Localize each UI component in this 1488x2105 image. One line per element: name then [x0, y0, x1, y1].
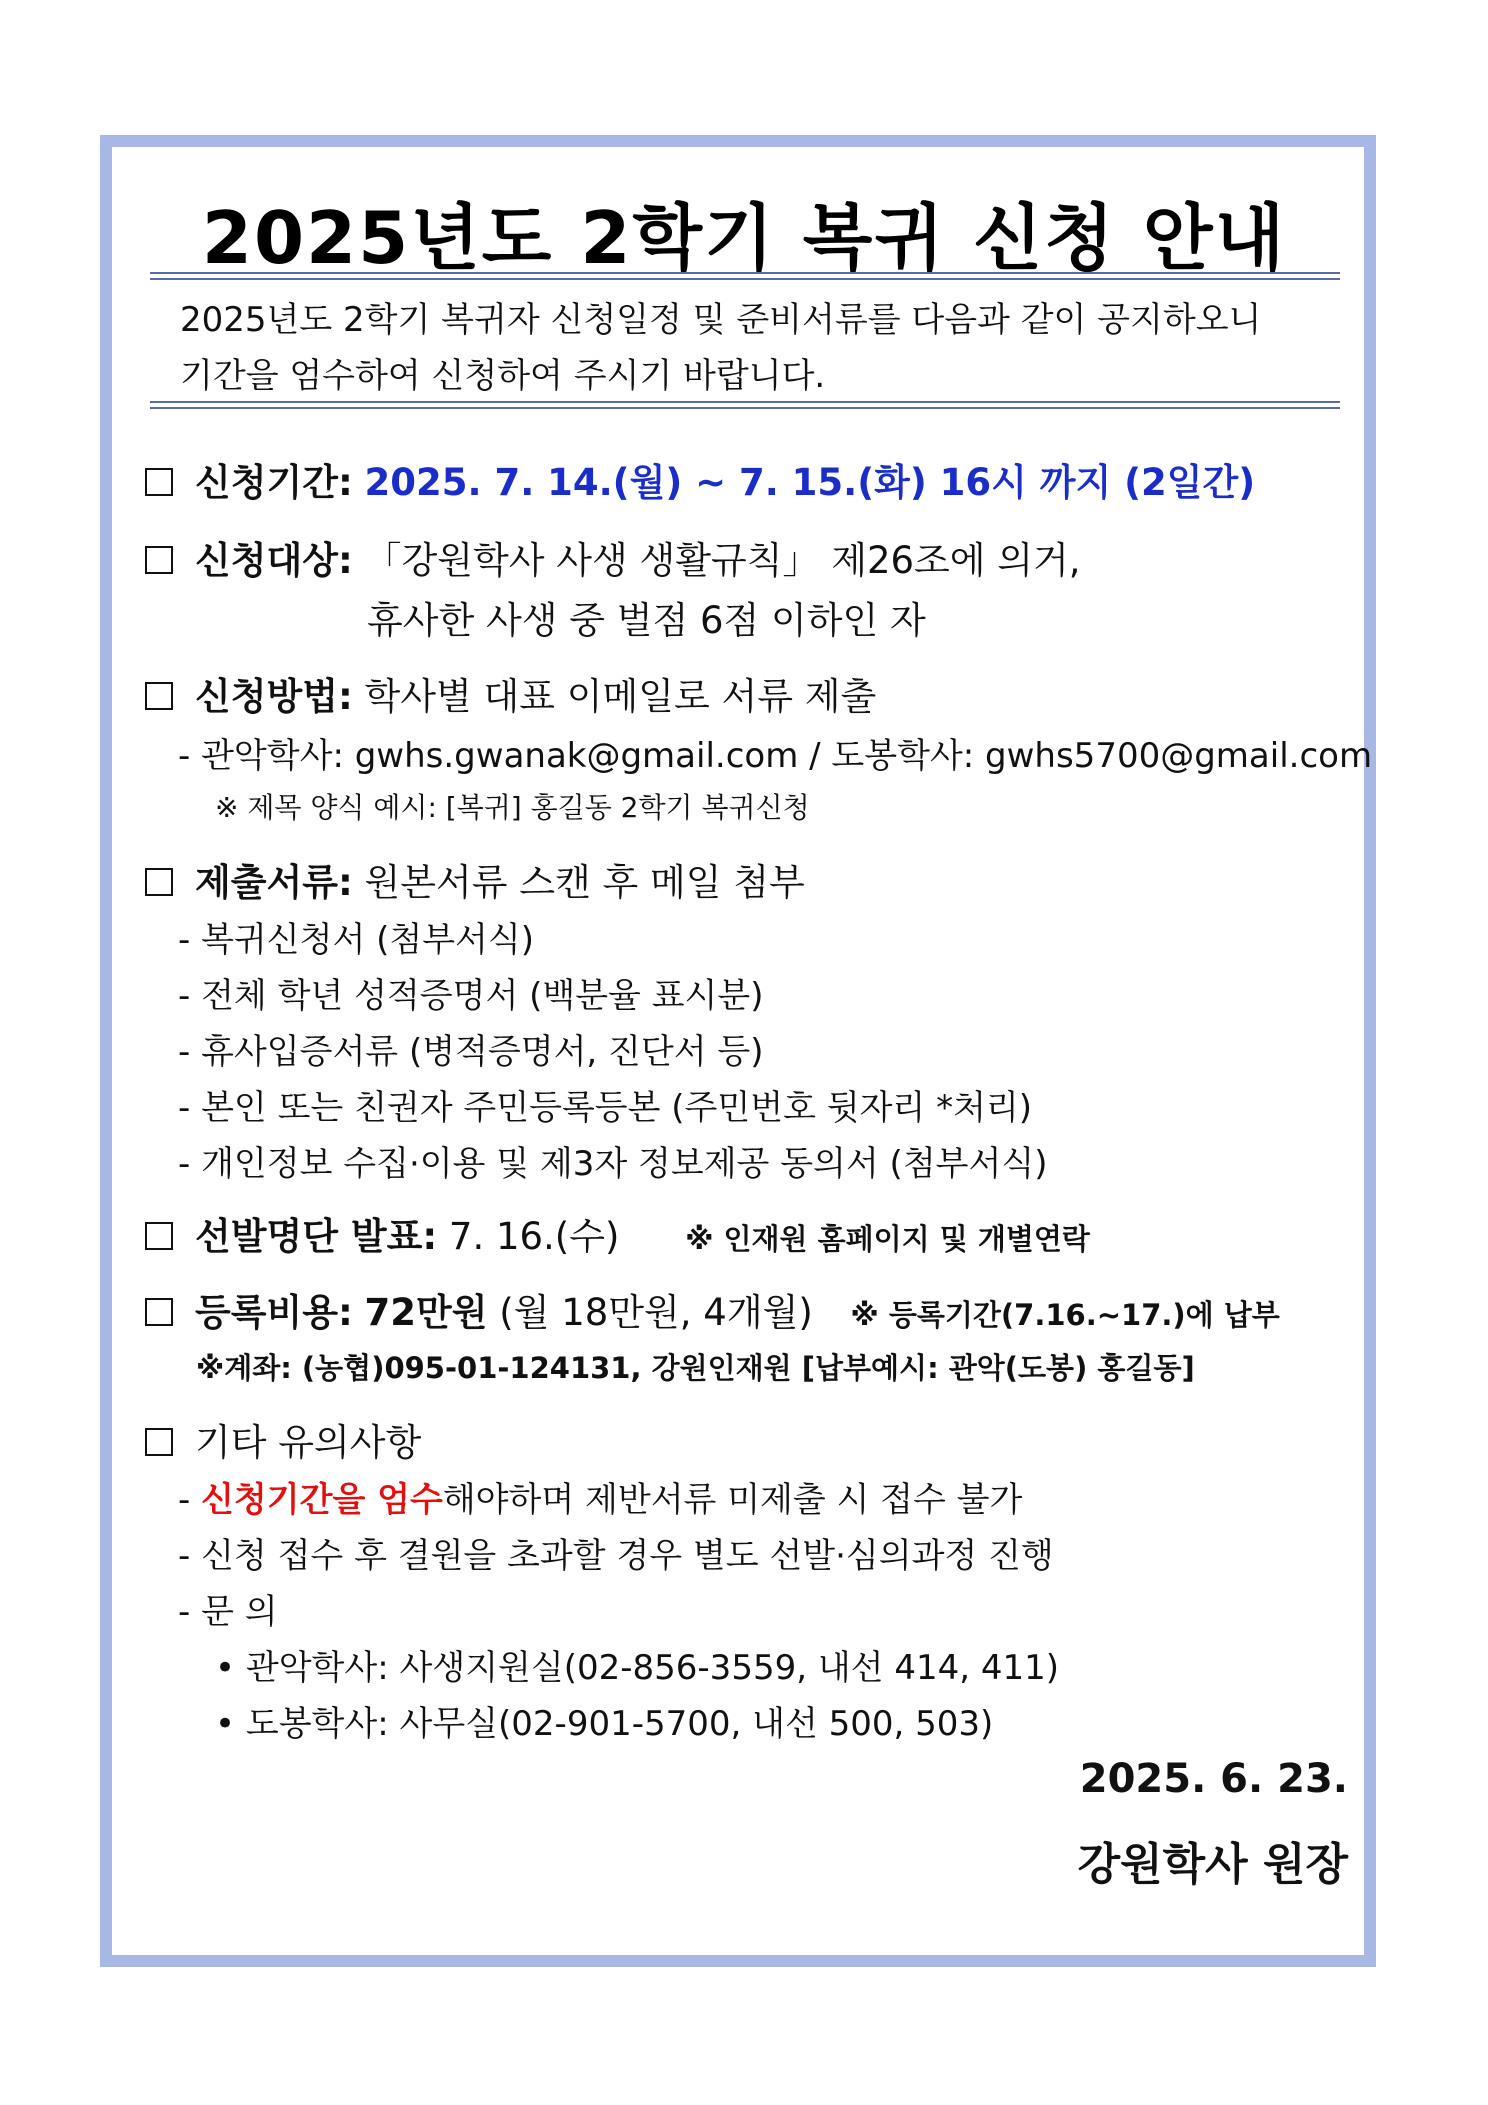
page-title: 2025년도 2학기 복귀 신청 안내 [201, 196, 1287, 280]
method-note: ※ 제목 양식 예시: [복귀] 홍길동 2학기 복귀신청 [215, 791, 810, 824]
document-item: - 본인 또는 친권자 주민등록등본 (주민번호 뒷자리 *처리) [178, 1088, 1033, 1128]
document-item: - 휴사입증서류 (병적증명서, 진단서 등) [178, 1032, 764, 1072]
announce-value: 7. 16.(수) [448, 1215, 620, 1258]
signature: 강원학사 원장 [1077, 1839, 1348, 1890]
contact-item: • 관악학사: 사생지원실(02-856-3559, 내선 414, 411) [215, 1648, 1059, 1688]
target-label: 신청대상: [195, 539, 353, 582]
section-announce [145, 1206, 1090, 1260]
section-period [145, 452, 1255, 506]
intro-text [180, 292, 1330, 404]
etc-contact-label: - 문 의 [178, 1592, 278, 1632]
checkbox-square-icon [145, 868, 173, 896]
section-target [145, 530, 1081, 584]
section-documents [145, 852, 805, 906]
issue-date: 2025. 6. 23. [1079, 1756, 1348, 1802]
etc-label: 기타 유의사항 [195, 1421, 422, 1464]
etc-item-1-emphasis: 신청기간을 엄수 [201, 1480, 443, 1520]
checkbox-square-icon [145, 1428, 173, 1456]
checkbox-square-icon [145, 682, 173, 710]
period-label: 신청기간: [195, 461, 353, 504]
section-etc [145, 1412, 421, 1466]
fee-detail: (월 18만원, 4개월) [499, 1291, 813, 1334]
document-item: - 복귀신청서 (첨부서식) [178, 920, 535, 960]
fee-label: 등록비용: [195, 1291, 353, 1334]
checkbox-square-icon [145, 468, 173, 496]
announce-label: 선발명단 발표: [195, 1215, 438, 1258]
target-line-1: 「강원학사 사생 생활규칙」 제26조에 의거, [364, 539, 1081, 582]
divider-top [150, 272, 1340, 280]
announce-note: ※ 인재원 홈페이지 및 개별연락 [685, 1222, 1090, 1256]
document-item: - 개인정보 수집·이용 및 제3자 정보제공 동의서 (첨부서식) [178, 1144, 1048, 1184]
intro-line-1: 2025년도 2학기 복귀자 신청일정 및 준비서류를 다음과 같이 공지하오니 [180, 300, 1262, 340]
intro-line-2: 기간을 엄수하여 신청하여 주시기 바랍니다. [180, 356, 826, 396]
period-value: 2025. 7. 14.(월) ~ 7. 15.(화) 16시 까지 (2일간) [364, 461, 1256, 504]
method-emails: - 관악학사: gwhs.gwanak@gmail.com / 도봉학사: gwhs5700@gmail.com [178, 736, 1373, 776]
section-method [145, 666, 876, 720]
documents-value: 원본서류 스캔 후 메일 첨부 [364, 861, 805, 904]
fee-amount: 72만원 [364, 1291, 488, 1334]
etc-item-1-rest: 해야하며 제반서류 미제출 시 접수 불가 [442, 1480, 1023, 1520]
checkbox-square-icon [145, 1222, 173, 1250]
document-item: - 전체 학년 성적증명서 (백분율 표시분) [178, 976, 764, 1016]
method-label: 신청방법: [195, 675, 353, 718]
etc-item-1: - 신청기간을 엄수해야하며 제반서류 미제출 시 접수 불가 [178, 1480, 1023, 1520]
section-fee [145, 1282, 1280, 1336]
contact-item: • 도봉학사: 사무실(02-901-5700, 내선 500, 503) [215, 1704, 994, 1744]
target-line-2: 휴사한 사생 중 벌점 6점 이하인 자 [367, 599, 926, 642]
fee-note: ※ 등록기간(7.16.~17.)에 납부 [850, 1298, 1280, 1332]
method-value: 학사별 대표 이메일로 서류 제출 [364, 675, 877, 718]
fee-account: ※계좌: (농협)095-01-124131, 강원인재원 [납부예시: 관악(도봉) 홍길동] [196, 1351, 1195, 1385]
checkbox-square-icon [145, 546, 173, 574]
checkbox-square-icon [145, 1298, 173, 1326]
etc-item-2: - 신청 접수 후 결원을 초과할 경우 별도 선발·심의과정 진행 [178, 1536, 1054, 1576]
divider-bottom [150, 401, 1340, 409]
documents-label: 제출서류: [195, 861, 353, 904]
